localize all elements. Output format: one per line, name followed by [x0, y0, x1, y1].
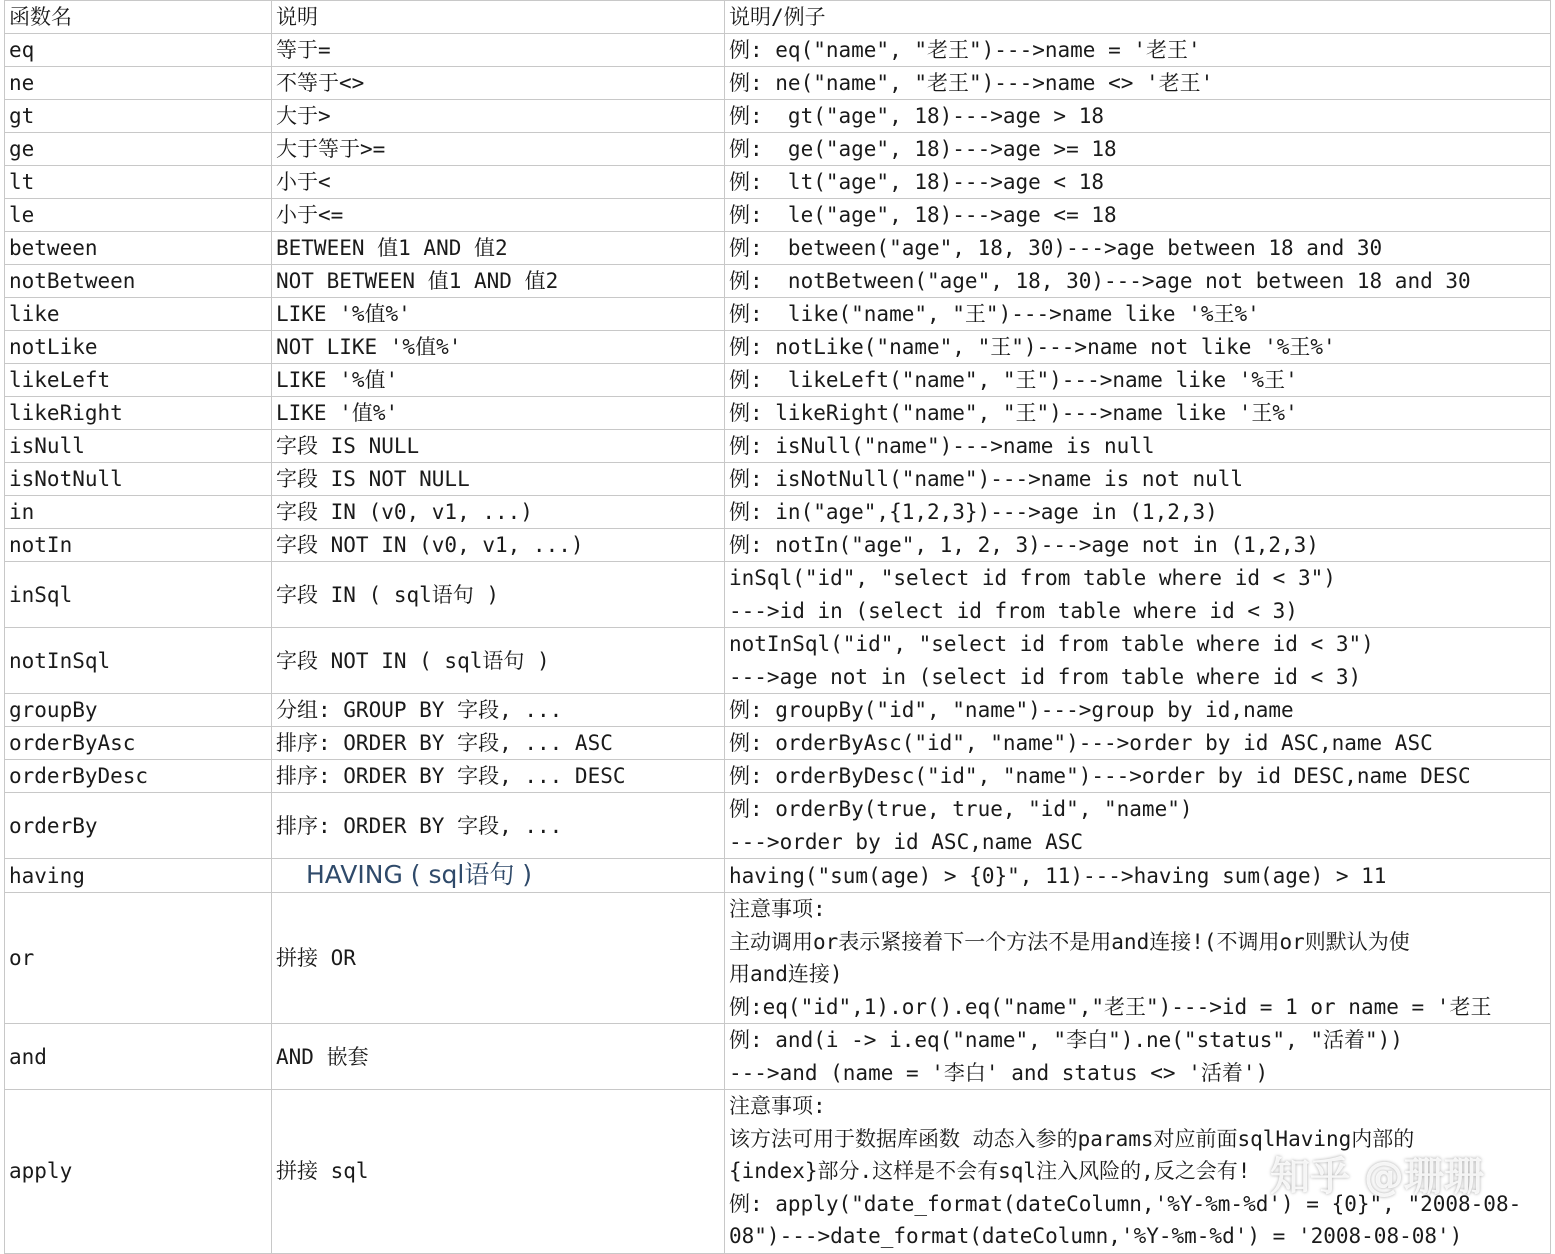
- example-cell: 例: notLike("name", "王")--->name not like '%王%': [725, 331, 1551, 364]
- example-cell: 例: likeLeft("name", "王")--->name like '%王': [725, 364, 1551, 397]
- description-cell: LIKE '%值': [272, 364, 725, 397]
- example-cell: 例: orderByAsc("id", "name")--->order by id ASC,name ASC: [725, 727, 1551, 760]
- function-name-cell: gt: [5, 100, 272, 133]
- function-name-cell: isNotNull: [5, 463, 272, 496]
- function-name-cell: notBetween: [5, 265, 272, 298]
- table-row: [5, 133, 1551, 166]
- example-cell: 例: lt("age", 18)--->age < 18: [725, 166, 1551, 199]
- table-row: [5, 529, 1551, 562]
- table-row: [5, 199, 1551, 232]
- function-name-cell: in: [5, 496, 272, 529]
- example-cell: 例: le("age", 18)--->age <= 18: [725, 199, 1551, 232]
- header-cell-example: 说明/例子: [725, 1, 1551, 34]
- example-cell: 例: isNotNull("name")--->name is not null: [725, 463, 1551, 496]
- description-cell: NOT LIKE '%值%': [272, 331, 725, 364]
- description-cell: 排序: ORDER BY 字段, ...: [272, 793, 725, 859]
- example-cell: 例: ne("name", "老王")--->name <> '老王': [725, 67, 1551, 100]
- function-name-cell: orderByAsc: [5, 727, 272, 760]
- description-cell: 字段 IS NULL: [272, 430, 725, 463]
- description-cell: 字段 IN ( sql语句 ): [272, 562, 725, 628]
- table-row: [5, 34, 1551, 67]
- function-name-cell: inSql: [5, 562, 272, 628]
- description-cell: 排序: ORDER BY 字段, ... DESC: [272, 760, 725, 793]
- example-cell: 例: notBetween("age", 18, 30)--->age not between 18 and 30: [725, 265, 1551, 298]
- function-name-cell: apply: [5, 1090, 272, 1254]
- table-row: [5, 265, 1551, 298]
- table-row: [5, 331, 1551, 364]
- description-cell: 等于=: [272, 34, 725, 67]
- example-cell: 例: isNull("name")--->name is null: [725, 430, 1551, 463]
- example-cell: 注意事项: 主动调用or表示紧接着下一个方法不是用and连接!(不调用or则默认为使 用and连接) 例:eq("id",1).or().eq("name","老王")--->id = 1 or name = '老王: [725, 893, 1551, 1024]
- example-cell: 例: gt("age", 18)--->age > 18: [725, 100, 1551, 133]
- description-cell: 小于<=: [272, 199, 725, 232]
- table-row: [5, 859, 1551, 893]
- description-cell: LIKE '值%': [272, 397, 725, 430]
- function-name-cell: notLike: [5, 331, 272, 364]
- description-cell: 分组: GROUP BY 字段, ...: [272, 694, 725, 727]
- description-cell: 大于>: [272, 100, 725, 133]
- watermark: 知乎 @珊珊: [1270, 1154, 1484, 1200]
- description-text: HAVING ( sql语句 ): [306, 860, 533, 889]
- example-cell: 例: between("age", 18, 30)--->age between 18 and 30: [725, 232, 1551, 265]
- example-cell: having("sum(age) > {0}", 11)--->having sum(age) > 11: [725, 859, 1551, 893]
- example-cell: 例: groupBy("id", "name")--->group by id,name: [725, 694, 1551, 727]
- description-cell: BETWEEN 值1 AND 值2: [272, 232, 725, 265]
- description-cell: AND 嵌套: [272, 1024, 725, 1090]
- description-cell: 字段 NOT IN ( sql语句 ): [272, 628, 725, 694]
- description-cell: 不等于<>: [272, 67, 725, 100]
- example-cell: inSql("id", "select id from table where id < 3") --->id in (select id from table where id < 3): [725, 562, 1551, 628]
- function-name-cell: ne: [5, 67, 272, 100]
- description-cell: [272, 859, 725, 893]
- description-cell: 字段 IN (v0, v1, ...): [272, 496, 725, 529]
- table-row: [5, 463, 1551, 496]
- example-cell: 例: and(i -> i.eq("name", "李白").ne("status", "活着")) --->and (name = '李白' and status <> '活着'): [725, 1024, 1551, 1090]
- function-name-cell: orderByDesc: [5, 760, 272, 793]
- function-name-cell: and: [5, 1024, 272, 1090]
- function-table: [4, 0, 1551, 1254]
- table-row: [5, 298, 1551, 331]
- example-cell: 例: ge("age", 18)--->age >= 18: [725, 133, 1551, 166]
- function-name-cell: like: [5, 298, 272, 331]
- table-row: [5, 166, 1551, 199]
- table-row: [5, 232, 1551, 265]
- function-name-cell: lt: [5, 166, 272, 199]
- example-cell: 例: orderBy(true, true, "id", "name") --->order by id ASC,name ASC: [725, 793, 1551, 859]
- description-cell: 字段 NOT IN (v0, v1, ...): [272, 529, 725, 562]
- header-cell-function: 函数名: [5, 1, 272, 34]
- description-cell: 拼接 sql: [272, 1090, 725, 1254]
- function-name-cell: notIn: [5, 529, 272, 562]
- example-cell: 例: eq("name", "老王")--->name = '老王': [725, 34, 1551, 67]
- function-name-cell: likeLeft: [5, 364, 272, 397]
- table-row: [5, 430, 1551, 463]
- function-name-cell: isNull: [5, 430, 272, 463]
- example-cell: 注意事项: 该方法可用于数据库函数 动态入参的params对应前面sqlHaving内部的 {index}部分.这样是不会有sql注入风险的,反之会有! 例: apply("date_format(dateColumn,'%Y-%m-%d') = {0}", "2008-08- 08")--->date_format(dateColumn,'%Y-%m-%d') = '2008-08-08'): [725, 1090, 1551, 1254]
- table-row: [5, 727, 1551, 760]
- table-row: [5, 793, 1551, 859]
- table-row: [5, 496, 1551, 529]
- table-row: [5, 893, 1551, 1024]
- table-row: [5, 397, 1551, 430]
- function-name-cell: le: [5, 199, 272, 232]
- table-row: [5, 760, 1551, 793]
- function-name-cell: or: [5, 893, 272, 1024]
- description-cell: 排序: ORDER BY 字段, ... ASC: [272, 727, 725, 760]
- table-row: [5, 1024, 1551, 1090]
- description-cell: 大于等于>=: [272, 133, 725, 166]
- function-name-cell: ge: [5, 133, 272, 166]
- example-cell: 例: orderByDesc("id", "name")--->order by id DESC,name DESC: [725, 760, 1551, 793]
- description-cell: NOT BETWEEN 值1 AND 值2: [272, 265, 725, 298]
- description-cell: LIKE '%值%': [272, 298, 725, 331]
- function-name-cell: groupBy: [5, 694, 272, 727]
- table-row: [5, 364, 1551, 397]
- example-cell: 例: likeRight("name", "王")--->name like '王%': [725, 397, 1551, 430]
- function-name-cell: notInSql: [5, 628, 272, 694]
- header-row: [5, 1, 1551, 34]
- table-row: [5, 100, 1551, 133]
- description-cell: 拼接 OR: [272, 893, 725, 1024]
- table-row: [5, 67, 1551, 100]
- table-row: [5, 562, 1551, 628]
- example-cell: 例: in("age",{1,2,3})--->age in (1,2,3): [725, 496, 1551, 529]
- example-cell: 例: notIn("age", 1, 2, 3)--->age not in (1,2,3): [725, 529, 1551, 562]
- table-row: [5, 628, 1551, 694]
- example-cell: notInSql("id", "select id from table where id < 3") --->age not in (select id from table where id < 3): [725, 628, 1551, 694]
- description-cell: 字段 IS NOT NULL: [272, 463, 725, 496]
- description-cell: 小于<: [272, 166, 725, 199]
- function-name-cell: orderBy: [5, 793, 272, 859]
- function-name-cell: having: [5, 859, 272, 893]
- function-name-cell: likeRight: [5, 397, 272, 430]
- function-name-cell: eq: [5, 34, 272, 67]
- header-cell-description: 说明: [272, 1, 725, 34]
- example-cell: 例: like("name", "王")--->name like '%王%': [725, 298, 1551, 331]
- function-name-cell: between: [5, 232, 272, 265]
- table-row: [5, 694, 1551, 727]
